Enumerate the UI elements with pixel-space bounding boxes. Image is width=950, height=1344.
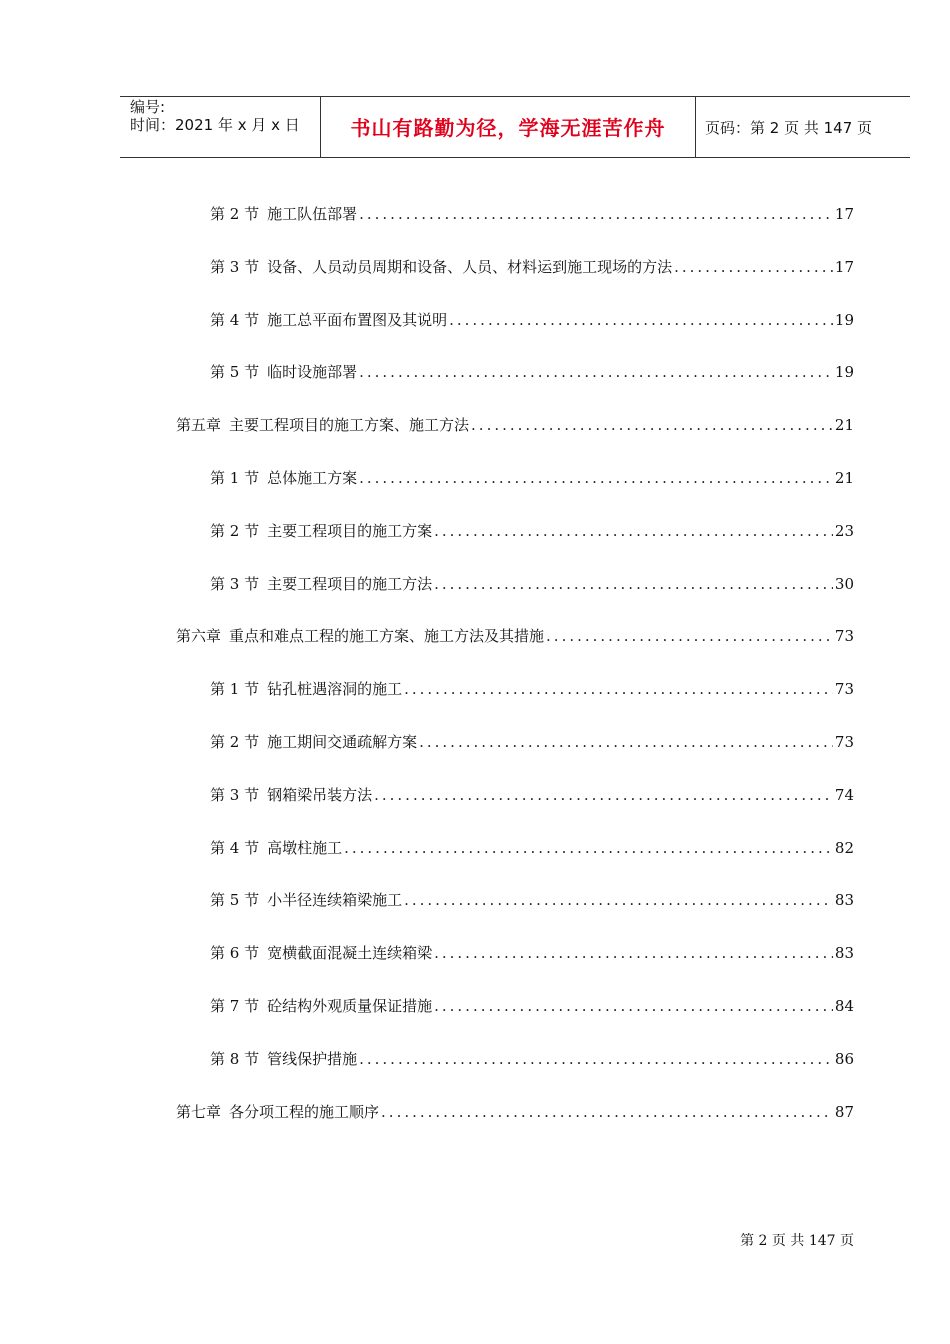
toc-entry-page: 19 (834, 311, 854, 329)
toc-section-row[interactable] (210, 310, 854, 330)
toc-leader-dots (434, 996, 833, 1016)
toc-entry-title: 主要工程项目的施工方法 (267, 575, 433, 593)
toc-leader-dots (404, 679, 833, 699)
toc-entry-number: 第 2 节 (210, 205, 260, 223)
toc-chapter-row[interactable] (176, 626, 854, 646)
toc-entry-title: 施工期间交通疏解方案 (267, 733, 418, 751)
header-right-cell (695, 97, 910, 157)
toc-section-row[interactable] (210, 838, 854, 858)
toc-entry-page: 84 (834, 997, 854, 1015)
toc-entry-page: 73 (834, 627, 854, 645)
toc-section-row[interactable] (210, 204, 854, 224)
toc-entry-number: 第六章 (176, 627, 222, 645)
page-header (120, 96, 910, 158)
toc-entry-number: 第 3 节 (210, 575, 260, 593)
toc-chapter-row[interactable] (176, 415, 854, 435)
toc-leader-dots (419, 732, 833, 752)
toc-leader-dots (359, 468, 833, 488)
toc-entry-page: 82 (834, 839, 854, 857)
header-motto-cell (320, 97, 696, 157)
toc-section-row[interactable] (210, 468, 854, 488)
toc-section-row[interactable] (210, 996, 854, 1016)
toc-leader-dots (471, 415, 833, 435)
toc-entry-title: 临时设施部署 (267, 363, 358, 381)
toc-leader-dots (381, 1102, 833, 1122)
toc-entry-page: 83 (834, 891, 854, 909)
toc-section-row[interactable] (210, 1049, 854, 1069)
toc-entry-number: 第 5 节 (210, 363, 260, 381)
toc-leader-dots (374, 785, 833, 805)
toc-entry-title: 重点和难点工程的施工方案、施工方法及其措施 (229, 627, 545, 645)
header-page-info: 页码：第 2 页 共 147 页 (705, 119, 873, 137)
toc-entry-title: 砼结构外观质量保证措施 (267, 997, 433, 1015)
toc-section-row[interactable] (210, 521, 854, 541)
toc-entry-page: 19 (834, 363, 854, 381)
toc-entry-number: 第 6 节 (210, 944, 260, 962)
toc-entry-number: 第 3 节 (210, 258, 260, 276)
date-label: 时间：2021 年 x 月 x 日 (130, 116, 300, 134)
header-left-cell (120, 97, 320, 157)
toc-entry-title: 主要工程项目的施工方案 (267, 522, 433, 540)
footer-page-info: 第 2 页 共 147 页 (740, 1233, 854, 1249)
serial-label: 编号: (130, 98, 166, 116)
toc-entry-number: 第 1 节 (210, 680, 260, 698)
toc-leader-dots (449, 310, 833, 330)
toc-entry-page: 73 (834, 680, 854, 698)
toc-entry-title: 总体施工方案 (267, 469, 358, 487)
toc-entry-number: 第 2 节 (210, 733, 260, 751)
toc-entry-number: 第 4 节 (210, 311, 260, 329)
toc-leader-dots (359, 362, 833, 382)
toc-entry-title: 宽横截面混凝土连续箱梁 (267, 944, 433, 962)
toc-entry-number: 第 7 节 (210, 997, 260, 1015)
toc-section-row[interactable] (210, 785, 854, 805)
toc-entry-title: 施工队伍部署 (267, 205, 358, 223)
toc-leader-dots (344, 838, 833, 858)
toc-entry-page: 30 (834, 575, 854, 593)
toc-entry-title: 钻孔桩遇溶洞的施工 (267, 680, 403, 698)
toc-entry-title: 主要工程项目的施工方案、施工方法 (229, 416, 470, 434)
toc-leader-dots (359, 204, 833, 224)
toc-section-row[interactable] (210, 890, 854, 910)
toc-entry-title: 设备、人员动员周期和设备、人员、材料运到施工现场的方法 (267, 258, 673, 276)
toc-leader-dots (434, 574, 833, 594)
toc-entry-title: 管线保护措施 (267, 1050, 358, 1068)
toc-chapter-row[interactable] (176, 1102, 854, 1122)
toc-entry-title: 施工总平面布置图及其说明 (267, 311, 448, 329)
toc-entry-page: 21 (834, 469, 854, 487)
toc-entry-number: 第 8 节 (210, 1050, 260, 1068)
toc-section-row[interactable] (210, 943, 854, 963)
toc-entry-page: 73 (834, 733, 854, 751)
toc-entry-page: 17 (834, 205, 854, 223)
toc-entry-page: 86 (834, 1050, 854, 1068)
motto-text: 书山有路勤为径，学海无涯苦作舟 (350, 116, 666, 140)
toc-entry-page: 83 (834, 944, 854, 962)
toc-entry-title: 钢箱梁吊装方法 (267, 786, 373, 804)
toc-entry-page: 17 (834, 258, 854, 276)
toc-entry-page: 87 (834, 1103, 854, 1121)
toc-section-row[interactable] (210, 574, 854, 594)
toc-entry-number: 第 2 节 (210, 522, 260, 540)
toc-entry-title: 小半径连续箱梁施工 (267, 891, 403, 909)
toc-entry-page: 23 (834, 522, 854, 540)
toc-leader-dots (404, 890, 833, 910)
toc-entry-number: 第七章 (176, 1103, 222, 1121)
toc-entry-number: 第 3 节 (210, 786, 260, 804)
toc-entry-number: 第五章 (176, 416, 222, 434)
toc-entry-number: 第 4 节 (210, 839, 260, 857)
toc-entry-number: 第 5 节 (210, 891, 260, 909)
toc-section-row[interactable] (210, 679, 854, 699)
toc-section-row[interactable] (210, 362, 854, 382)
toc-leader-dots (546, 626, 833, 646)
toc-entry-page: 74 (834, 786, 854, 804)
toc-leader-dots (434, 521, 833, 541)
toc-entry-title: 高墩柱施工 (267, 839, 343, 857)
toc-section-row[interactable] (210, 257, 854, 277)
toc-section-row[interactable] (210, 732, 854, 752)
toc-entry-page: 21 (834, 416, 854, 434)
toc-leader-dots (674, 257, 833, 277)
toc-entry-number: 第 1 节 (210, 469, 260, 487)
toc-entry-title: 各分项工程的施工顺序 (229, 1103, 380, 1121)
toc-leader-dots (434, 943, 833, 963)
toc-leader-dots (359, 1049, 833, 1069)
